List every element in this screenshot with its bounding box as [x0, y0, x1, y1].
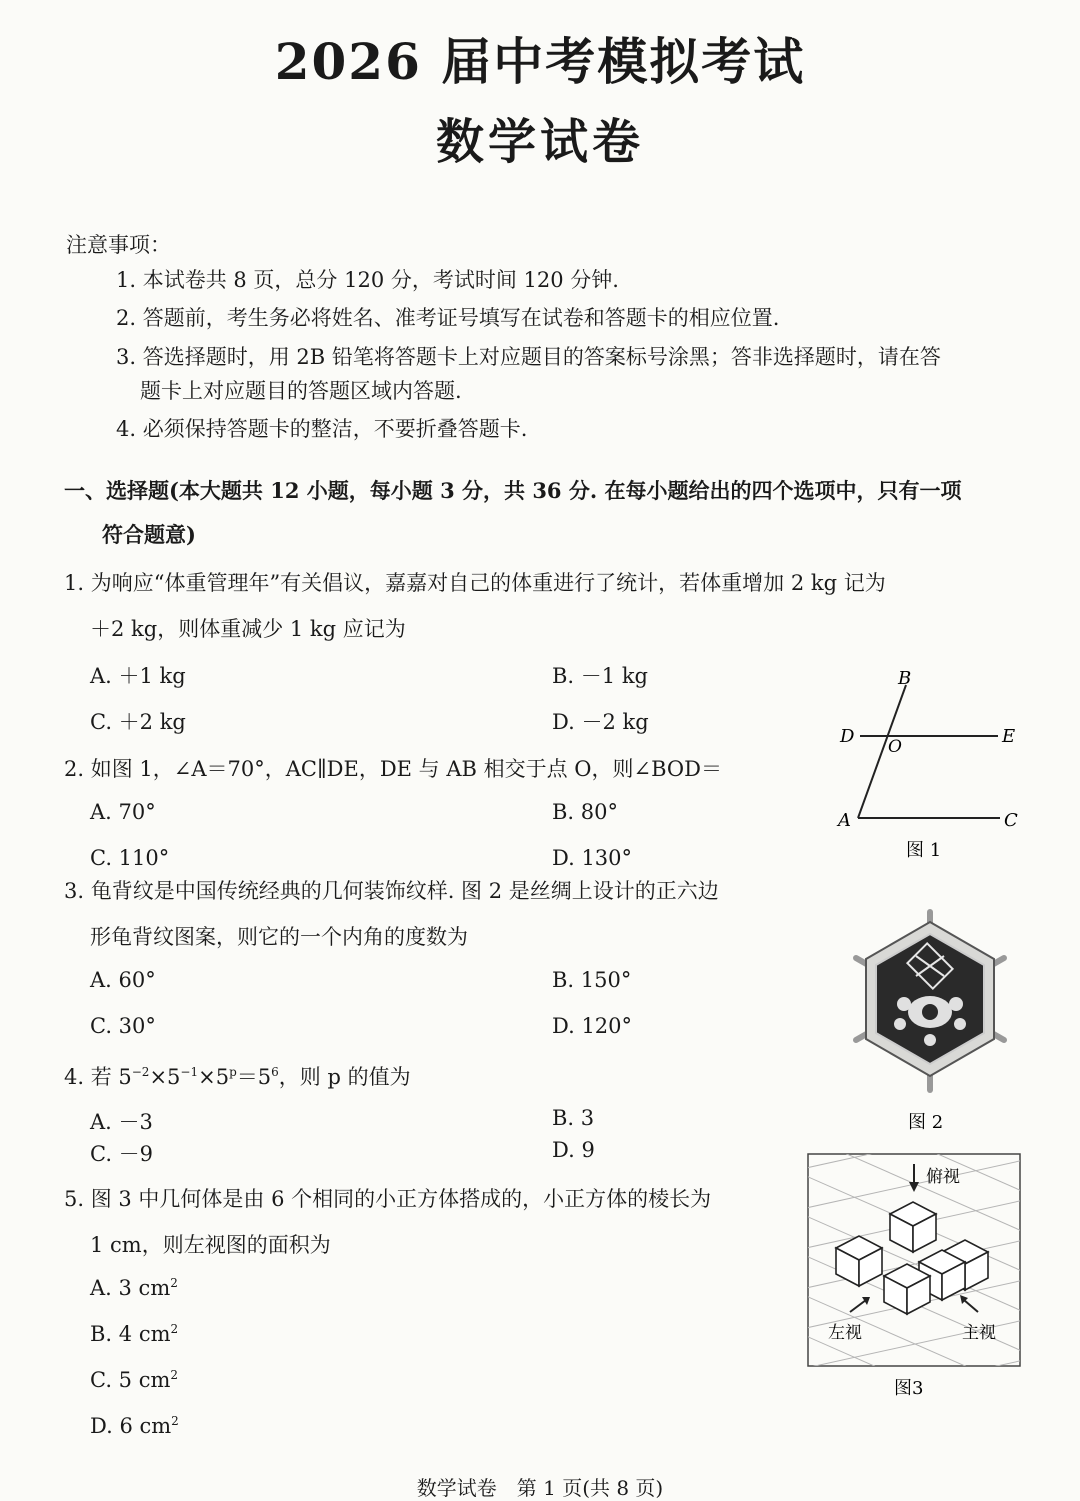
- notice-heading: 注意事项：: [66, 233, 171, 257]
- left-view-arrow: [850, 1300, 866, 1312]
- exam-subtitle: 数学试卷: [435, 114, 644, 170]
- q1-option-d: D. －2 kg: [552, 710, 649, 734]
- section-heading: 一、选择题(本大题共 12 小题，每小题 3 分，共 36 分. 在每小题给出的四个选项中，只有一项: [64, 478, 962, 503]
- q2-option-a: A. 70°: [90, 800, 156, 824]
- q1-stem: 1. 为响应“体重管理年”有关倡议，嘉嘉对自己的体重进行了统计，若体重增加 2 kg 记为: [64, 571, 886, 595]
- figure-1-caption: 图 1: [906, 840, 942, 861]
- q1-option-b: B. －1 kg: [552, 664, 648, 688]
- notice-item-3-cont: 题卡上对应题目的答题区域内答题.: [140, 379, 462, 403]
- front-view-arrow: [964, 1300, 978, 1312]
- label-b: B: [898, 668, 912, 689]
- label-c: C: [1004, 810, 1018, 831]
- q3-stem-cont: 形龟背纹图案，则它的一个内角的度数为: [90, 925, 468, 949]
- q2-option-c: C. 110°: [90, 846, 170, 870]
- label-top-view: 俯视: [926, 1167, 960, 1187]
- q2-option-d: D. 130°: [552, 846, 633, 870]
- q1-stem-cont: ＋2 kg，则体重减少 1 kg 应记为: [90, 617, 406, 641]
- exam-title: 2026 届中考模拟考试: [274, 32, 806, 91]
- notice-item-1: 1. 本试卷共 8 页，总分 120 分，考试时间 120 分钟.: [116, 268, 619, 292]
- label-d: D: [840, 726, 855, 747]
- q2-stem: 2. 如图 1，∠A＝70°，AC∥DE，DE 与 AB 相交于点 O，则∠BOD＝: [64, 757, 722, 781]
- figure-1-diagram: [830, 668, 1030, 868]
- q4-option-d: D. 9: [552, 1138, 595, 1162]
- label-e: E: [1002, 726, 1016, 747]
- notice-item-4: 4. 必须保持答题卡的整洁，不要折叠答题卡.: [116, 417, 528, 441]
- label-front-view: 主视: [962, 1323, 996, 1343]
- q5-option-b: B. 4 $cm^2$: [90, 1322, 179, 1346]
- q1-option-c: C. ＋2 kg: [90, 710, 186, 734]
- q3-stem: 3. 龟背纹是中国传统经典的几何装饰纹样. 图 2 是丝绸上设计的正六边: [64, 879, 719, 903]
- q5-option-d: D. 6 $cm^2$: [90, 1414, 179, 1438]
- figure-2-caption: 图 2: [908, 1112, 944, 1133]
- q1-option-a: A. ＋1 kg: [90, 664, 186, 688]
- label-a: A: [838, 810, 851, 831]
- q4-option-a: A. －3: [90, 1110, 153, 1134]
- section-heading-cont: 符合题意): [102, 522, 196, 547]
- q4-option-c: C. －9: [90, 1142, 154, 1166]
- figure-2-hexagon-pattern: [842, 900, 1022, 1135]
- figure-3-cube-stack: [806, 1152, 1022, 1402]
- q3-option-b: B. 150°: [552, 968, 632, 992]
- q5-option-a: A. 3 $cm^2$: [90, 1276, 178, 1300]
- q5-stem: 5. 图 3 中几何体是由 6 个相同的小正方体搭成的，小正方体的棱长为: [64, 1187, 712, 1211]
- q3-option-a: A. 60°: [90, 968, 156, 992]
- page-footer: 数学试卷 第 1 页(共 8 页): [416, 1476, 664, 1500]
- q2-option-b: B. 80°: [552, 800, 619, 824]
- notice-item-2: 2. 答题前，考生务必将姓名、准考证号填写在试卷和答题卡的相应位置.: [116, 306, 780, 330]
- q3-option-d: D. 120°: [552, 1014, 633, 1038]
- q5-option-c: C. 5 $cm^2$: [90, 1368, 179, 1392]
- figure-3-caption: 图3: [894, 1378, 924, 1399]
- notice-item-3: 3. 答选择题时，用 2B 铅笔将答题卡上对应题目的答案标号涂黑；答非选择题时，请在答: [116, 345, 941, 369]
- q5-stem-cont: 1 cm，则左视图的面积为: [90, 1233, 331, 1257]
- q4-stem: 4. 若 $5^{-2}\times 5^{-1}\times 5^p=5^6$，则 p 的值为: [64, 1065, 411, 1089]
- q3-option-c: C. 30°: [90, 1014, 156, 1038]
- label-o: O: [888, 737, 902, 757]
- q4-option-b: B. 3: [552, 1106, 595, 1130]
- label-left-view: 左视: [828, 1323, 862, 1343]
